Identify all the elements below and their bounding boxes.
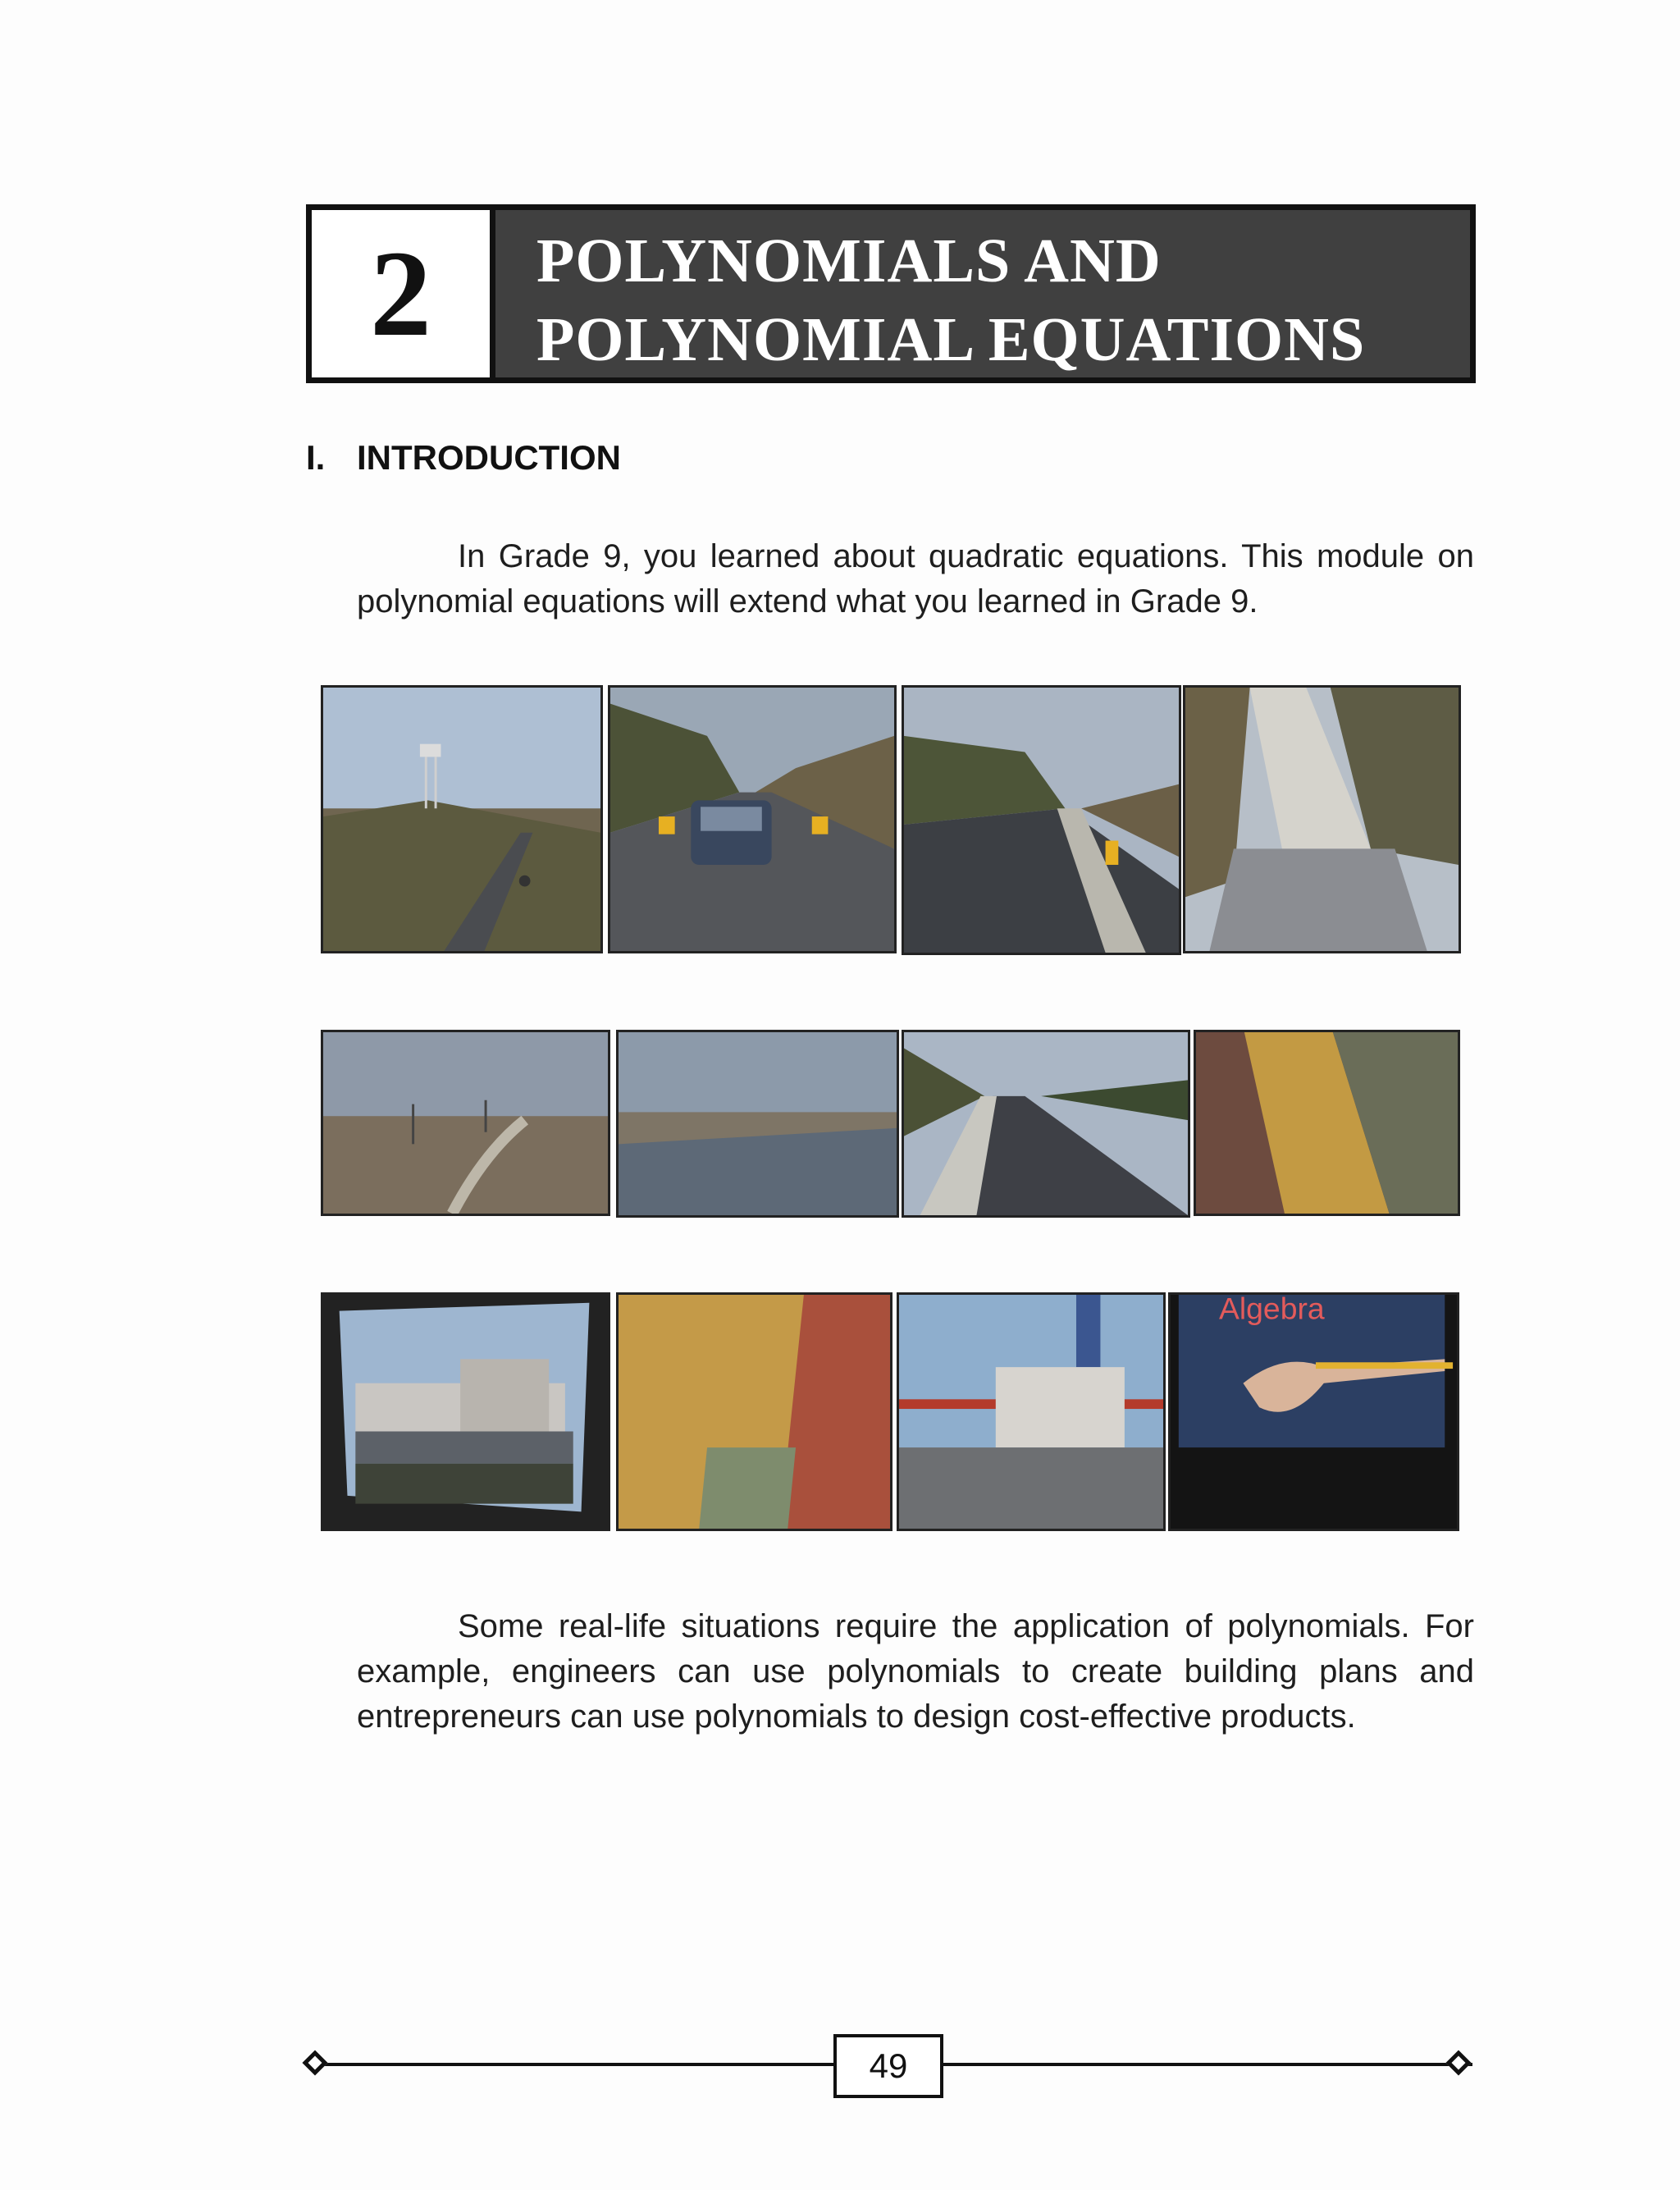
road-slope-photo bbox=[902, 685, 1181, 955]
chapter-number: 2 bbox=[312, 210, 495, 377]
water-tower-road-photo bbox=[321, 685, 603, 953]
intro-paragraph: In Grade 9, you learned about quadratic equations. This module on polynomial equations will extend what you learned in Grade 9. bbox=[357, 538, 1474, 620]
chapter-title bbox=[495, 210, 1470, 377]
train-window-city-photo bbox=[321, 1292, 610, 1531]
gas-station-photo bbox=[897, 1292, 1166, 1531]
riverbed-photo bbox=[616, 1030, 899, 1218]
page-number: 49 bbox=[833, 2034, 943, 2098]
paving-blocks-photo bbox=[1194, 1030, 1460, 1216]
road-ramp-photo bbox=[1183, 685, 1461, 953]
left-diamond-icon bbox=[302, 2050, 327, 2075]
field-lampposts-photo bbox=[321, 1030, 610, 1216]
highway-photo bbox=[902, 1030, 1190, 1218]
brick-paving-photo bbox=[616, 1292, 892, 1531]
section-title: INTRODUCTION bbox=[357, 438, 621, 477]
car-on-road-photo bbox=[608, 685, 897, 953]
section-heading bbox=[306, 438, 621, 478]
algebra-screen-photo bbox=[1168, 1292, 1459, 1531]
screen-algebra-text: Algebra bbox=[1218, 1295, 1325, 1326]
application-paragraph: Some real-life situations require the application of polynomials. For example, engineers can use polynomials to create building plans and entrepreneurs can use polynomials to design cost-effective products. bbox=[357, 1608, 1474, 1735]
chapter-title-line-1: POLYNOMIALS AND bbox=[536, 226, 1162, 295]
right-diamond-icon bbox=[1445, 2050, 1471, 2075]
chapter-banner bbox=[306, 204, 1476, 383]
section-number: I. bbox=[306, 438, 326, 477]
chapter-title-line-2: POLYNOMIAL EQUATIONS bbox=[536, 305, 1366, 374]
